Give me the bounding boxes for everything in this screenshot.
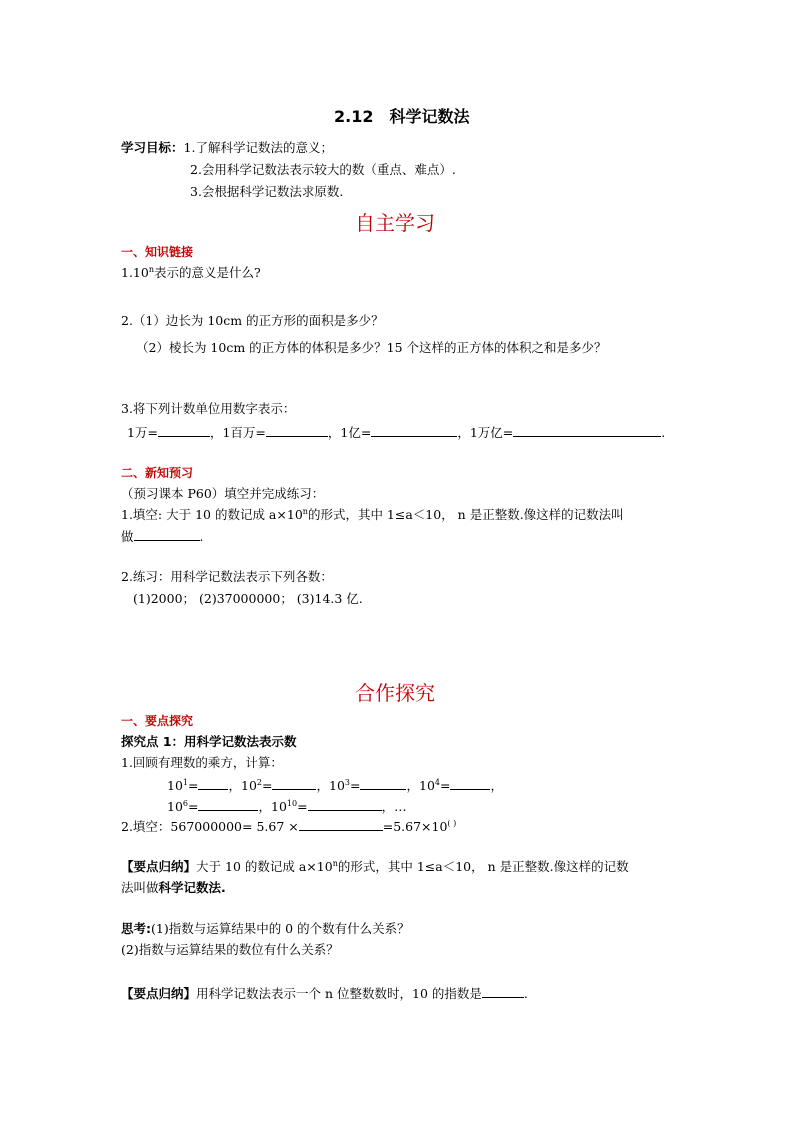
blank[interactable]	[134, 528, 200, 541]
blank[interactable]	[482, 985, 524, 998]
section-knowledge-link: 一、知识链接	[121, 245, 194, 259]
blank[interactable]	[308, 798, 382, 811]
blank[interactable]	[360, 777, 406, 790]
power-row-1: $10^1=$ ，$10^2=$ ，$10^3=$ ，$10^4=$ ，	[167, 777, 503, 793]
question-3: 3.将下列计数单位用数字表示：	[121, 401, 296, 416]
question-3-blanks: 1万= ，1百万= ，1亿= ，1万亿= .	[127, 425, 666, 440]
key-summary-2: 【要点归纳】用科学记数法表示一个 n 位整数数时，10 的指数是 .	[121, 986, 528, 1001]
objective-3: 3.会根据科学记数法求原数.	[190, 184, 344, 199]
section-preview: 二、新知预习	[121, 466, 194, 480]
blank[interactable]	[513, 424, 661, 437]
page-title: 2.12 科学记数法	[334, 107, 470, 126]
question-1: 1.10$^n$表示的意义是什么?	[121, 264, 261, 280]
key-summary-1: 【要点归纳】大于 10 的数记成 $a\times 10^n$的形式，其中 1≤a＜10， n 是正整数.像这样的记数	[121, 858, 629, 874]
fill-question-1: 1.填空: 大于 10 的数记成 $a\times 10^n$的形式，其中 1≤a＜10， n 是正整数.像这样的记数法叫	[121, 506, 624, 522]
question-2b: （2）棱长为 10cm 的正方体的体积是多少？15 个这样的正方体的体积之和是多少？	[136, 340, 607, 355]
blank[interactable]	[371, 424, 457, 437]
section-key-points: 一、要点探究	[121, 714, 194, 728]
blank[interactable]	[299, 818, 383, 831]
key-summary-1-cont: 法叫做科学记数法.	[121, 880, 226, 895]
exercise-2-items: (1)2000； (2)37000000； (3)14.3 亿.	[133, 591, 363, 606]
question-2a: 2.（1）边长为 10cm 的正方形的面积是多少？	[121, 313, 384, 328]
coop-heading: 合作探究	[355, 681, 435, 705]
review-instruction: 1.回顾有理数的乘方，计算：	[121, 755, 283, 770]
objective-1: 1.了解科学记数法的意义；	[183, 140, 333, 155]
objective-2: 2.会用科学记数法表示较大的数（重点、难点）.	[190, 162, 456, 177]
fill-question-1-cont: 做 .	[121, 529, 204, 544]
objectives-label: 学习目标：	[121, 140, 184, 155]
blank[interactable]	[272, 777, 316, 790]
blank[interactable]	[198, 798, 258, 811]
exploration-point-1: 探究点 1：用科学记数法表示数	[121, 734, 297, 749]
self-study-heading: 自主学习	[355, 211, 435, 235]
blank[interactable]	[450, 777, 490, 790]
exercise-2: 2.练习：用科学记数法表示下列各数：	[121, 569, 333, 584]
blank[interactable]	[198, 777, 228, 790]
think-2: (2)指数与运算结果的数位有什么关系？	[121, 942, 339, 957]
preview-instruction: （预习课本 P60）填空并完成练习：	[121, 486, 325, 501]
fill-question-2: 2.填空：567000000= 5.67 × =5.67×10( )	[121, 818, 457, 834]
power-row-2: $10^6=$ ，$10^{10}=$ ，…	[167, 798, 407, 814]
blank[interactable]	[266, 424, 328, 437]
objectives	[121, 140, 333, 156]
blank[interactable]	[158, 424, 210, 437]
think-1: 思考:(1)指数与运算结果中的 0 的个数有什么关系？	[121, 921, 410, 936]
